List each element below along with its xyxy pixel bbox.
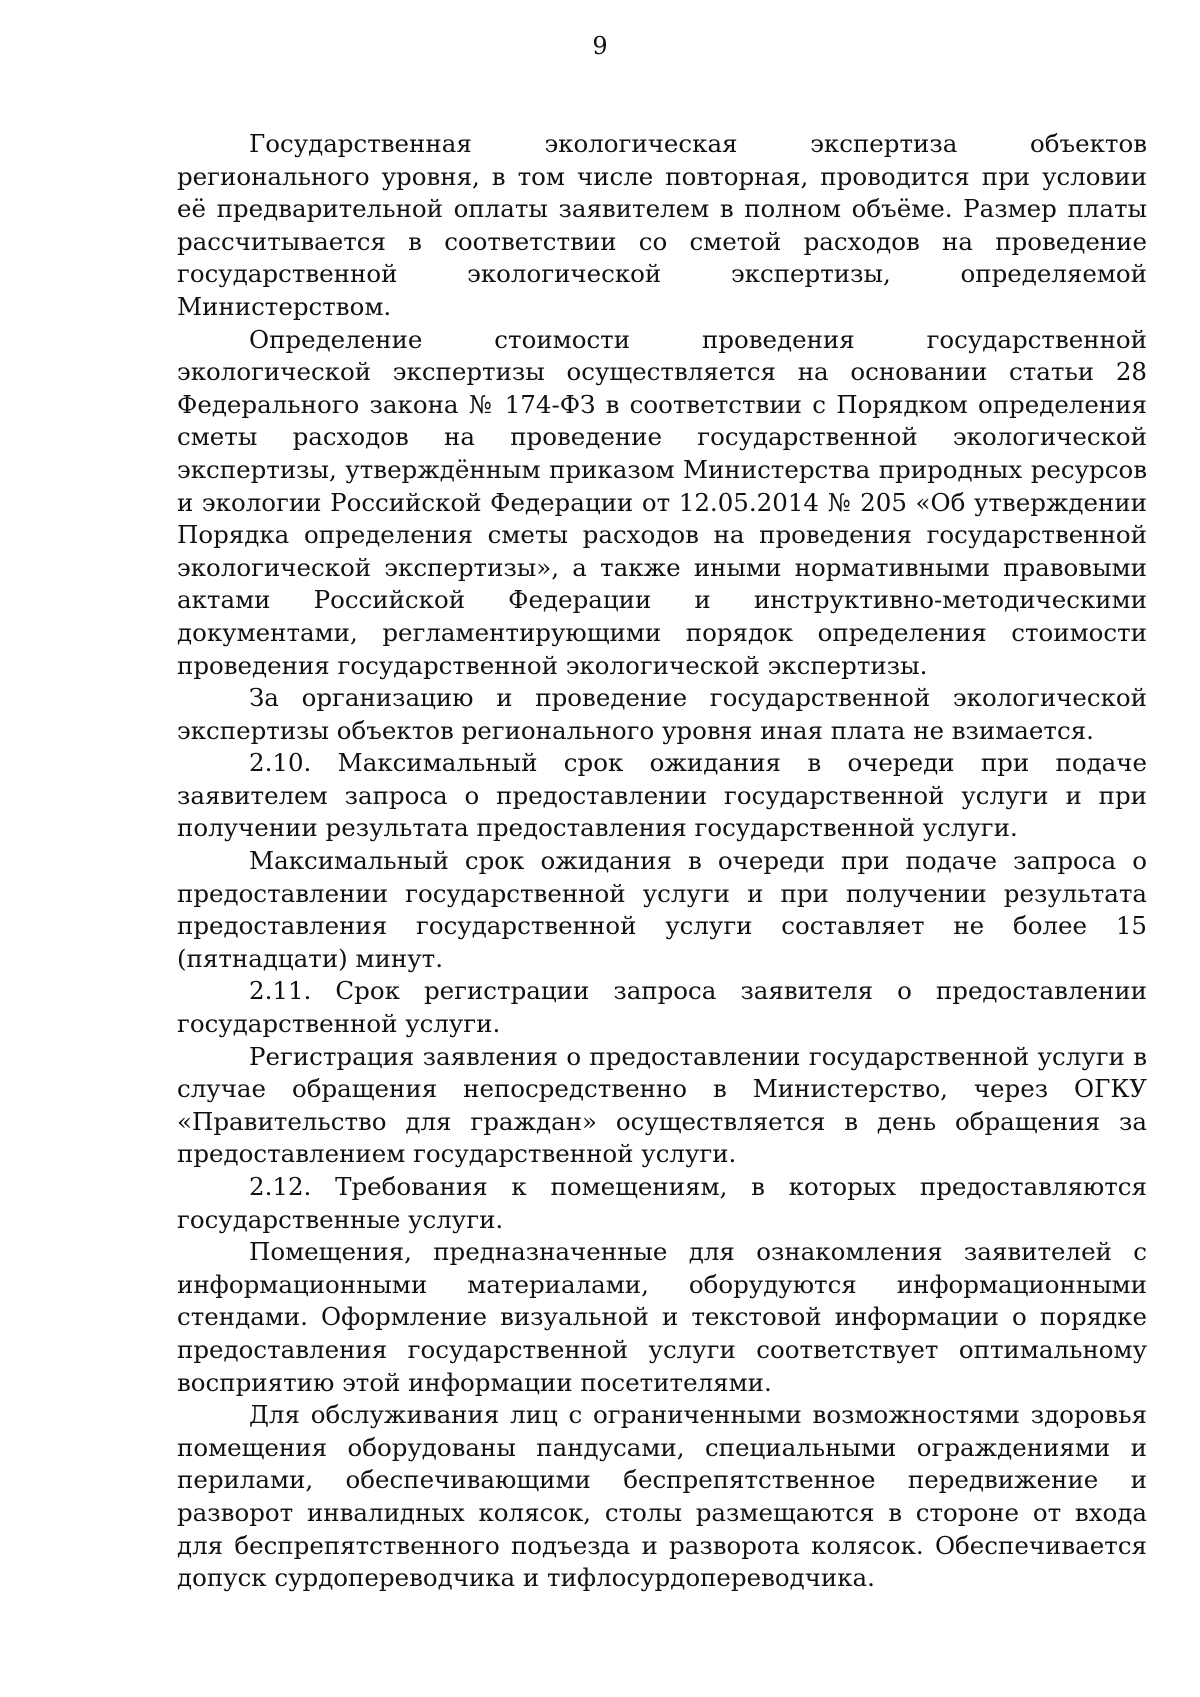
paragraph-expertise-payment: Государственная экологическая экспертиза объектов регионального уровня, в том числе повторная, проводится при условии её предварительной оплаты заявителем в полном объёме. Размер платы рассчитывается в соответствии со сметой расходов на проведение государственной экологической экспертизы, определяемой Министерством. bbox=[177, 129, 1147, 321]
paragraph-max-wait-time: Максимальный срок ожидания в очереди при подаче запроса о предоставлении государственной услуги и при получении результата предоставления государственной услуги составляет не более 15 (пятнадцати) минут. bbox=[177, 846, 1147, 973]
paragraph-no-other-fee: За организацию и проведение государственной экологической экспертизы объектов регионального уровня иная плата не взимается. bbox=[177, 683, 1147, 745]
section-2-11-heading: 2.11. Срок регистрации запроса заявителя о предоставлении государственной услуги. bbox=[177, 976, 1147, 1039]
paragraph-premises-info-stands: Помещения, предназначенные для ознакомления заявителей с информационными материалами, оборудуются информационными стендами. Оформление визуальной и текстовой информации о порядке предоставления государственной услуги соответствует оптимальному восприятию этой информации посетителями. bbox=[177, 1237, 1147, 1397]
paragraph-registration: Регистрация заявления о предоставлении государственной услуги в случае обращения непосредственно в Министерство, через ОГКУ «Правительство для граждан» осуществляется в день обращения за предоставлением государственной услуги. bbox=[177, 1041, 1147, 1169]
document-body bbox=[177, 128, 1147, 1595]
section-2-10-heading: 2.10. Максимальный срок ожидания в очереди при подаче заявителем запроса о предоставлении государственной услуги и при получении результата предоставления государственной услуги. bbox=[177, 748, 1147, 843]
page-number: 9 bbox=[592, 32, 608, 60]
paragraph-accessibility: Для обслуживания лиц с ограниченными возможностями здоровья помещения оборудованы пандусами, специальными ограждениями и перилами, обеспечивающими беспрепятственное передвижение и разворот инвалидных колясок, столы размещаются в стороне от входа для беспрепятственного подъезда и разворота колясок. Обеспечивается допуск сурдопереводчика и тифлосурдопереводчика. bbox=[177, 1400, 1147, 1593]
paragraph-cost-determination: Определение стоимости проведения государственной экологической экспертизы осуществляется на основании статьи 28 Федерального закона № 174-ФЗ в соответствии с Порядком определения сметы расходов на проведение государственной экологической экспертизы, утверждённым приказом Министерства природных ресурсов и экологии Российской Федерации от 12.05.2014 № 205 «Об утверждении Порядка определения сметы расходов на проведения государственной экологической экспертизы», а также иными нормативными правовыми актами Российской Федерации и инструктивно-методическими документами, регламентирующими порядок определения стоимости проведения государственной экологической экспертизы. bbox=[177, 324, 1147, 680]
section-2-12-heading: 2.12. Требования к помещениям, в которых предоставляются государственные услуги. bbox=[177, 1172, 1147, 1234]
